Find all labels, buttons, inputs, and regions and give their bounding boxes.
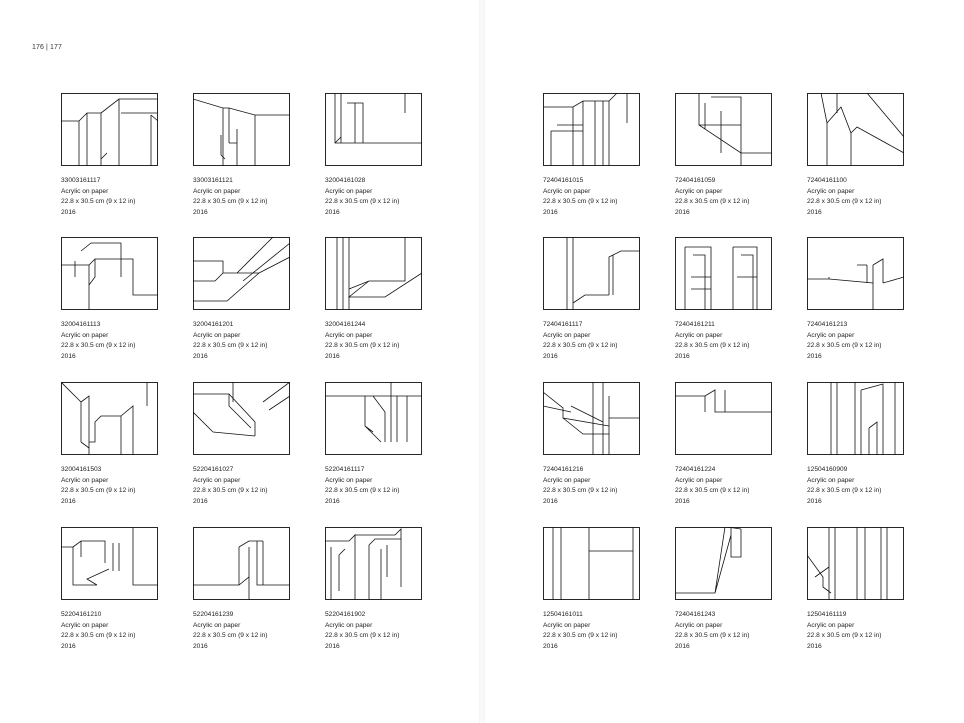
artwork-year: 2016 xyxy=(193,497,208,505)
artwork-thumbnail xyxy=(675,382,772,455)
artwork-thumbnail xyxy=(807,527,904,600)
artwork-id: 72404161015 xyxy=(543,177,584,184)
artwork-medium: Acrylic on paper xyxy=(807,187,855,195)
artwork-dimensions: 22.8 x 30.5 cm (9 x 12 in) xyxy=(193,487,268,494)
artwork-thumbnail xyxy=(193,382,290,455)
artwork-medium: Acrylic on paper xyxy=(193,331,241,339)
artwork-entry xyxy=(325,93,423,218)
artwork-caption xyxy=(807,465,905,507)
artwork-caption xyxy=(193,320,291,362)
artwork-year: 2016 xyxy=(193,642,208,650)
artwork-entry xyxy=(193,237,291,362)
artwork-id: 32004161028 xyxy=(325,177,366,184)
thumbnail-frame xyxy=(676,383,772,455)
artwork-year: 2016 xyxy=(193,208,208,216)
artwork-thumbnail xyxy=(61,382,158,455)
artwork-medium: Acrylic on paper xyxy=(325,331,373,339)
artwork-year: 2016 xyxy=(543,208,558,216)
artwork-dimensions: 22.8 x 30.5 cm (9 x 12 in) xyxy=(675,198,750,205)
artwork-dimensions: 22.8 x 30.5 cm (9 x 12 in) xyxy=(543,487,618,494)
thumbnail-frame xyxy=(62,383,158,455)
artwork-entry xyxy=(807,527,905,652)
artwork-dimensions: 22.8 x 30.5 cm (9 x 12 in) xyxy=(325,342,400,349)
artwork-dimensions: 22.8 x 30.5 cm (9 x 12 in) xyxy=(193,342,268,349)
artwork-thumbnail xyxy=(807,382,904,455)
artwork-year: 2016 xyxy=(325,352,340,360)
artwork-caption xyxy=(543,465,641,507)
artwork-entry xyxy=(61,93,159,218)
artwork-year: 2016 xyxy=(61,497,76,505)
artwork-entry xyxy=(675,93,773,218)
thumbnail-frame xyxy=(544,94,640,166)
artwork-id: 32004161503 xyxy=(61,466,102,473)
artwork-caption xyxy=(61,320,159,362)
artwork-id: 32004161244 xyxy=(325,321,366,328)
artwork-id: 12504161119 xyxy=(807,611,847,618)
artwork-year: 2016 xyxy=(675,208,690,216)
artwork-entry xyxy=(325,237,423,362)
thumbnail-frame xyxy=(808,94,904,166)
artwork-entry xyxy=(807,93,905,218)
artwork-dimensions: 22.8 x 30.5 cm (9 x 12 in) xyxy=(325,632,400,639)
artwork-year: 2016 xyxy=(543,497,558,505)
artwork-entry xyxy=(543,237,641,362)
artwork-entry xyxy=(193,382,291,507)
artwork-id: 12504160909 xyxy=(807,466,848,473)
artwork-thumbnail xyxy=(61,527,158,600)
artwork-thumbnail xyxy=(675,237,772,310)
artwork-dimensions: 22.8 x 30.5 cm (9 x 12 in) xyxy=(807,198,882,205)
artwork-entry xyxy=(807,237,905,362)
artwork-year: 2016 xyxy=(193,352,208,360)
artwork-medium: Acrylic on paper xyxy=(807,331,855,339)
artwork-caption xyxy=(325,465,423,507)
artwork-thumbnail xyxy=(193,527,290,600)
artwork-caption xyxy=(325,610,423,652)
artwork-medium: Acrylic on paper xyxy=(325,621,373,629)
artwork-medium: Acrylic on paper xyxy=(675,187,723,195)
artwork-medium: Acrylic on paper xyxy=(193,621,241,629)
artwork-thumbnail xyxy=(675,527,772,600)
artwork-year: 2016 xyxy=(807,352,822,360)
artwork-medium: Acrylic on paper xyxy=(61,621,109,629)
artwork-medium: Acrylic on paper xyxy=(543,331,591,339)
artwork-caption xyxy=(675,176,773,218)
artwork-thumbnail xyxy=(543,382,640,455)
artwork-medium: Acrylic on paper xyxy=(807,476,855,484)
page-gutter xyxy=(479,0,485,723)
artwork-entry xyxy=(675,237,773,362)
artwork-id: 72404161059 xyxy=(675,177,716,184)
artwork-caption xyxy=(193,176,291,218)
artwork-thumbnail xyxy=(325,237,422,310)
artwork-thumbnail xyxy=(325,93,422,166)
artwork-year: 2016 xyxy=(325,208,340,216)
artwork-id: 33003161121 xyxy=(193,177,233,184)
thumbnail-frame xyxy=(326,94,422,166)
artwork-medium: Acrylic on paper xyxy=(61,187,109,195)
artwork-entry xyxy=(193,527,291,652)
artwork-year: 2016 xyxy=(543,642,558,650)
artwork-medium: Acrylic on paper xyxy=(675,331,723,339)
artwork-entry xyxy=(543,382,641,507)
artwork-dimensions: 22.8 x 30.5 cm (9 x 12 in) xyxy=(807,487,882,494)
artwork-thumbnail xyxy=(193,93,290,166)
thumbnail-frame xyxy=(544,528,640,600)
artwork-id: 12504161011 xyxy=(543,611,583,618)
artwork-medium: Acrylic on paper xyxy=(543,476,591,484)
thumbnail-frame xyxy=(808,528,904,600)
artwork-medium: Acrylic on paper xyxy=(675,621,723,629)
artwork-year: 2016 xyxy=(325,497,340,505)
artwork-dimensions: 22.8 x 30.5 cm (9 x 12 in) xyxy=(543,198,618,205)
thumbnail-frame xyxy=(326,528,422,600)
artwork-thumbnail xyxy=(543,237,640,310)
artwork-caption xyxy=(61,610,159,652)
artwork-dimensions: 22.8 x 30.5 cm (9 x 12 in) xyxy=(543,342,618,349)
artwork-year: 2016 xyxy=(543,352,558,360)
thumbnail-frame xyxy=(544,238,640,310)
artwork-year: 2016 xyxy=(807,642,822,650)
artwork-caption xyxy=(675,465,773,507)
thumbnail-frame xyxy=(62,238,158,310)
thumbnail-frame xyxy=(62,528,158,600)
artwork-thumbnail xyxy=(807,93,904,166)
artwork-dimensions: 22.8 x 30.5 cm (9 x 12 in) xyxy=(325,198,400,205)
artwork-year: 2016 xyxy=(325,642,340,650)
artwork-thumbnail xyxy=(61,93,158,166)
artwork-id: 72404161100 xyxy=(807,177,847,184)
artwork-id: 52204161027 xyxy=(193,466,234,473)
artwork-medium: Acrylic on paper xyxy=(675,476,723,484)
artwork-caption xyxy=(543,320,641,362)
artwork-dimensions: 22.8 x 30.5 cm (9 x 12 in) xyxy=(193,198,268,205)
artwork-dimensions: 22.8 x 30.5 cm (9 x 12 in) xyxy=(543,632,618,639)
artwork-dimensions: 22.8 x 30.5 cm (9 x 12 in) xyxy=(807,342,882,349)
artwork-year: 2016 xyxy=(675,352,690,360)
artwork-id: 72404161216 xyxy=(543,466,584,473)
thumbnail-frame xyxy=(544,383,640,455)
artwork-medium: Acrylic on paper xyxy=(193,187,241,195)
artwork-year: 2016 xyxy=(807,208,822,216)
artwork-dimensions: 22.8 x 30.5 cm (9 x 12 in) xyxy=(61,198,136,205)
artwork-caption xyxy=(193,465,291,507)
artwork-caption xyxy=(807,320,905,362)
artwork-id: 72404161243 xyxy=(675,611,716,618)
artwork-thumbnail xyxy=(325,527,422,600)
artwork-entry xyxy=(325,382,423,507)
artwork-entry xyxy=(675,382,773,507)
artwork-dimensions: 22.8 x 30.5 cm (9 x 12 in) xyxy=(675,487,750,494)
artwork-year: 2016 xyxy=(675,642,690,650)
thumbnail-frame xyxy=(676,94,772,166)
artwork-id: 72404161224 xyxy=(675,466,716,473)
artwork-medium: Acrylic on paper xyxy=(325,187,373,195)
artwork-dimensions: 22.8 x 30.5 cm (9 x 12 in) xyxy=(61,632,136,639)
artwork-dimensions: 22.8 x 30.5 cm (9 x 12 in) xyxy=(325,487,400,494)
thumbnail-frame xyxy=(194,94,290,166)
artwork-caption xyxy=(543,610,641,652)
artwork-thumbnail xyxy=(543,527,640,600)
artwork-thumbnail xyxy=(193,237,290,310)
artwork-caption xyxy=(61,465,159,507)
artwork-caption xyxy=(325,176,423,218)
artwork-caption xyxy=(193,610,291,652)
artwork-id: 52204161239 xyxy=(193,611,234,618)
thumbnail-frame xyxy=(326,238,422,310)
artwork-caption xyxy=(675,610,773,652)
artwork-id: 52204161902 xyxy=(325,611,366,618)
artwork-caption xyxy=(807,176,905,218)
artwork-entry xyxy=(193,93,291,218)
artwork-thumbnail xyxy=(675,93,772,166)
artwork-entry xyxy=(807,382,905,507)
page-numbers: 176 | 177 xyxy=(32,44,62,51)
artwork-dimensions: 22.8 x 30.5 cm (9 x 12 in) xyxy=(675,342,750,349)
artwork-entry xyxy=(325,527,423,652)
artwork-caption xyxy=(61,176,159,218)
artwork-entry xyxy=(61,527,159,652)
thumbnail-frame xyxy=(808,383,904,455)
artwork-year: 2016 xyxy=(807,497,822,505)
artwork-id: 32004161201 xyxy=(193,321,234,328)
artwork-dimensions: 22.8 x 30.5 cm (9 x 12 in) xyxy=(61,487,136,494)
thumbnail-frame xyxy=(194,238,290,310)
artwork-year: 2016 xyxy=(61,642,76,650)
artwork-id: 52204161210 xyxy=(61,611,102,618)
artwork-entry xyxy=(61,237,159,362)
thumbnail-frame xyxy=(808,238,904,310)
artwork-dimensions: 22.8 x 30.5 cm (9 x 12 in) xyxy=(807,632,882,639)
artwork-id: 52204161117 xyxy=(325,466,365,473)
thumbnail-frame xyxy=(62,94,158,166)
artwork-dimensions: 22.8 x 30.5 cm (9 x 12 in) xyxy=(61,342,136,349)
artwork-year: 2016 xyxy=(61,352,76,360)
artwork-dimensions: 22.8 x 30.5 cm (9 x 12 in) xyxy=(193,632,268,639)
artwork-medium: Acrylic on paper xyxy=(61,476,109,484)
artwork-id: 72404161211 xyxy=(675,321,715,328)
artwork-id: 33003161117 xyxy=(61,177,101,184)
artwork-medium: Acrylic on paper xyxy=(61,331,109,339)
artwork-id: 72404161117 xyxy=(543,321,583,328)
artwork-caption xyxy=(807,610,905,652)
artwork-year: 2016 xyxy=(61,208,76,216)
artwork-medium: Acrylic on paper xyxy=(543,187,591,195)
thumbnail-frame xyxy=(194,528,290,600)
artwork-medium: Acrylic on paper xyxy=(807,621,855,629)
artwork-thumbnail xyxy=(61,237,158,310)
artwork-id: 32004161113 xyxy=(61,321,101,328)
artwork-medium: Acrylic on paper xyxy=(543,621,591,629)
artwork-year: 2016 xyxy=(675,497,690,505)
artwork-entry xyxy=(675,527,773,652)
artwork-thumbnail xyxy=(807,237,904,310)
artwork-thumbnail xyxy=(325,382,422,455)
artwork-caption xyxy=(675,320,773,362)
artwork-entry xyxy=(543,93,641,218)
artwork-id: 72404161213 xyxy=(807,321,848,328)
artwork-medium: Acrylic on paper xyxy=(325,476,373,484)
artwork-caption xyxy=(543,176,641,218)
artwork-medium: Acrylic on paper xyxy=(193,476,241,484)
artwork-entry xyxy=(61,382,159,507)
artwork-dimensions: 22.8 x 30.5 cm (9 x 12 in) xyxy=(675,632,750,639)
artwork-caption xyxy=(325,320,423,362)
artwork-thumbnail xyxy=(543,93,640,166)
artwork-entry xyxy=(543,527,641,652)
